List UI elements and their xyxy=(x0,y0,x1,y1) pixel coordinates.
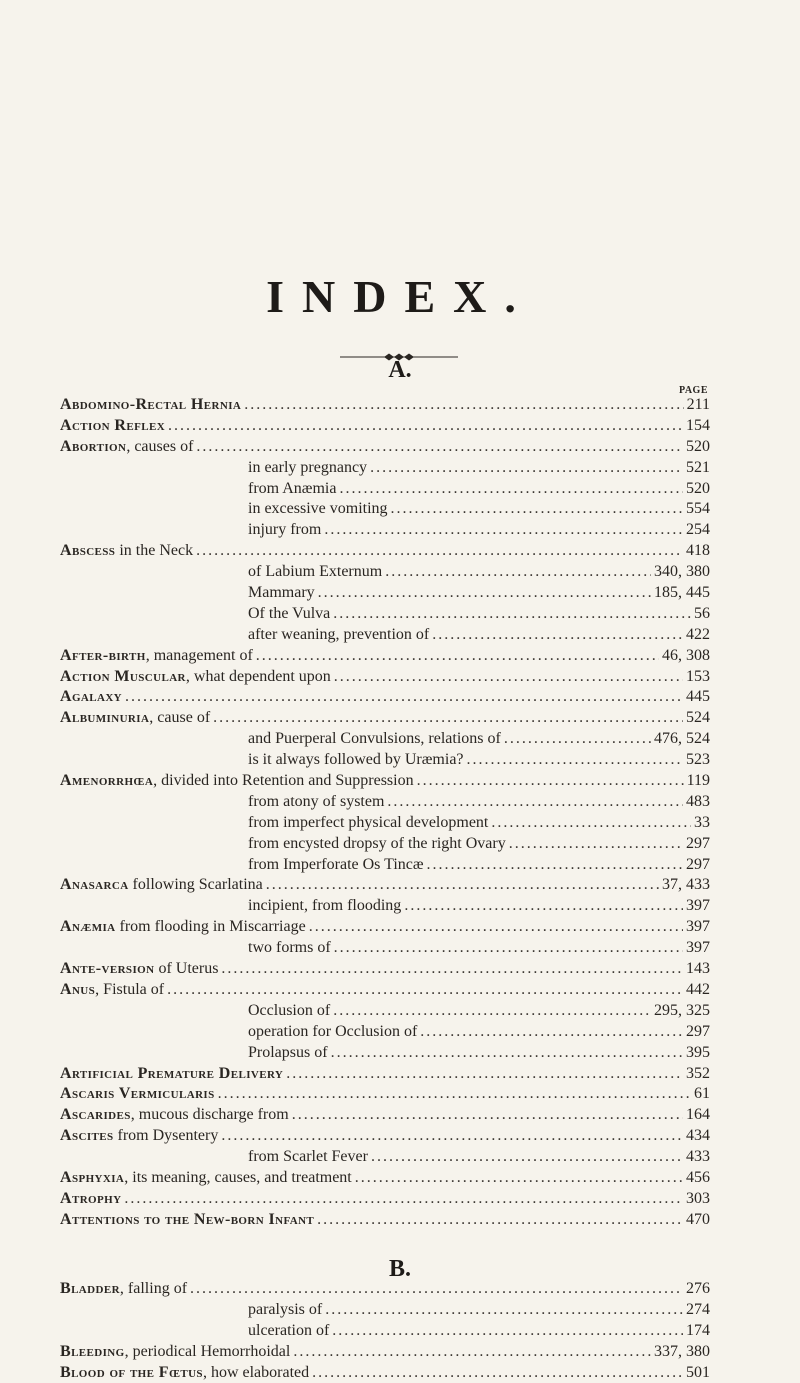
index-entry xyxy=(60,1084,710,1105)
entry-subject: in early pregnancy xyxy=(248,458,368,476)
entry-page-number: 397 xyxy=(686,897,710,915)
entry-heading: Action Muscular xyxy=(60,667,186,685)
section-letter-b: B. xyxy=(388,1256,411,1282)
entry-subject: from Imperforate Os Tincæ xyxy=(248,855,424,873)
entry-page-number: 397 xyxy=(686,939,710,957)
entry-page-number: 340, 380 xyxy=(654,563,710,581)
entry-subject: from Scarlet Fever xyxy=(248,1148,368,1166)
section-letter-a: A. xyxy=(388,357,412,383)
entry-subject: from Anæmia xyxy=(248,479,337,497)
dot-leader xyxy=(286,1064,683,1085)
index-entry xyxy=(60,520,710,541)
entry-text xyxy=(60,1126,218,1147)
dot-leader xyxy=(312,1363,683,1383)
index-entry xyxy=(60,708,710,729)
index-entry xyxy=(60,834,710,855)
entry-text xyxy=(60,1001,330,1022)
dot-leader xyxy=(334,938,683,959)
entry-page-number: 418 xyxy=(686,542,710,560)
entry-page-number: 470 xyxy=(686,1210,710,1228)
entry-text xyxy=(60,687,122,708)
entry-text xyxy=(60,1189,121,1210)
entry-subject: paralysis of xyxy=(248,1300,323,1318)
index-entry xyxy=(60,667,710,688)
dot-leader xyxy=(293,1342,651,1363)
entry-page-number: 422 xyxy=(686,625,710,643)
entry-page-number: 276 xyxy=(686,1280,710,1297)
entry-subject: , how elaborated xyxy=(202,1363,310,1381)
entry-heading: Artificial Premature Delivery xyxy=(60,1064,284,1082)
entry-subject: and Puerperal Convulsions, relations of xyxy=(248,730,501,748)
entry-text xyxy=(60,792,384,813)
index-entry xyxy=(60,604,710,625)
entry-heading: Bladder xyxy=(60,1280,120,1297)
entry-text xyxy=(60,834,506,855)
index-entry xyxy=(60,583,710,604)
entry-text xyxy=(60,750,464,771)
entry-heading: Agalaxy xyxy=(60,688,123,706)
index-entry xyxy=(60,875,710,896)
index-entry xyxy=(60,1342,710,1363)
entry-text xyxy=(60,1147,368,1168)
dot-leader xyxy=(333,1001,651,1022)
entry-text xyxy=(60,541,193,562)
entry-subject: Mammary xyxy=(248,584,315,602)
index-entry xyxy=(60,1210,710,1231)
entry-subject: following Scarlatina xyxy=(128,876,263,894)
entry-subject: after weaning, prevention of xyxy=(248,625,430,643)
entry-page-number: 303 xyxy=(686,1189,710,1207)
dot-leader xyxy=(292,1105,683,1126)
entry-text xyxy=(60,562,382,583)
index-entry xyxy=(60,1105,710,1126)
dot-leader xyxy=(370,458,683,479)
entry-heading: Amenorrhœa xyxy=(60,772,154,790)
entry-page-number: 445 xyxy=(686,688,710,706)
entry-heading: Ascites xyxy=(60,1127,114,1145)
entry-text xyxy=(60,855,424,876)
entry-page-number: 395 xyxy=(686,1043,710,1061)
entry-page-number: 524 xyxy=(686,709,710,727)
index-entry xyxy=(60,416,710,437)
entry-text xyxy=(60,1342,290,1363)
dot-leader xyxy=(218,1084,691,1105)
dot-leader xyxy=(190,1279,683,1300)
index-entry xyxy=(60,1279,710,1300)
dot-leader xyxy=(309,917,683,938)
entry-text xyxy=(60,1168,352,1189)
entry-heading: After-birth xyxy=(60,646,146,664)
dot-leader xyxy=(387,792,683,813)
entry-page-number: 456 xyxy=(686,1168,710,1186)
index-entry xyxy=(60,1168,710,1189)
entry-page-number: 174 xyxy=(686,1321,710,1339)
index-entry xyxy=(60,980,710,1001)
index-entry xyxy=(60,896,710,917)
dot-leader xyxy=(432,625,683,646)
dot-leader xyxy=(420,1022,683,1043)
dot-leader xyxy=(355,1168,683,1189)
dot-leader xyxy=(331,1043,683,1064)
entry-subject: Prolapsus of xyxy=(248,1043,328,1061)
entry-text xyxy=(60,1043,328,1064)
entry-page-number: 501 xyxy=(686,1363,710,1381)
entry-subject: , falling of xyxy=(119,1280,188,1297)
index-entry xyxy=(60,1022,710,1043)
entry-subject: of Labium Externum xyxy=(248,563,383,581)
entry-text xyxy=(60,813,488,834)
entry-page-number: 56 xyxy=(694,604,710,622)
section-b-entries xyxy=(60,1279,710,1383)
index-entry xyxy=(60,625,710,646)
entry-heading: Abortion xyxy=(60,437,127,455)
dot-leader xyxy=(333,604,691,625)
entry-heading: Anæmia xyxy=(60,918,116,936)
entry-text xyxy=(60,479,336,500)
entry-subject: , causes of xyxy=(126,437,194,455)
dot-leader xyxy=(256,646,659,667)
entry-page-number: 46, 308 xyxy=(662,646,710,664)
entry-text xyxy=(60,583,315,604)
index-entry xyxy=(60,855,710,876)
entry-text xyxy=(60,708,210,729)
entry-subject: in excessive vomiting xyxy=(248,500,388,518)
dot-leader xyxy=(196,541,683,562)
section-a-entries xyxy=(60,395,710,1231)
entry-text xyxy=(60,646,253,667)
page-column-label: PAGE xyxy=(678,385,708,396)
entry-text xyxy=(60,959,218,980)
entry-subject: from flooding in Miscarriage xyxy=(115,918,306,936)
dot-leader xyxy=(221,959,683,980)
index-entry xyxy=(60,1064,710,1085)
index-entry xyxy=(60,479,710,500)
dot-leader xyxy=(317,1210,683,1231)
entry-heading: Ascarides xyxy=(60,1106,131,1124)
dot-leader xyxy=(325,1300,683,1321)
entry-text xyxy=(60,1084,215,1105)
entry-subject: Of the Vulva xyxy=(248,604,331,622)
dot-leader xyxy=(168,416,683,437)
dot-leader xyxy=(404,896,683,917)
index-entry xyxy=(60,771,710,792)
entry-subject: , divided into Retention and Suppression xyxy=(153,772,414,790)
entry-page-number: 442 xyxy=(686,980,710,998)
dot-leader xyxy=(318,583,651,604)
dot-leader xyxy=(125,687,683,708)
entry-heading: Anus xyxy=(60,980,96,998)
index-entry xyxy=(60,499,710,520)
entry-page-number: 295, 325 xyxy=(654,1001,710,1019)
entry-text xyxy=(60,1321,329,1342)
entry-text xyxy=(60,499,388,520)
entry-text xyxy=(60,1022,417,1043)
entry-text xyxy=(60,917,306,938)
index-entry xyxy=(60,1363,710,1383)
entry-text xyxy=(60,625,429,646)
dot-leader xyxy=(509,834,683,855)
entry-heading: Ante-version xyxy=(60,960,155,978)
entry-heading: Ascaris Vermicularis xyxy=(60,1085,215,1103)
entry-page-number: 297 xyxy=(686,855,710,873)
entry-text xyxy=(60,729,501,750)
entry-text xyxy=(60,1105,289,1126)
entry-text xyxy=(60,938,331,959)
entry-text xyxy=(60,416,165,437)
entry-page-number: 154 xyxy=(686,416,710,434)
dot-leader xyxy=(504,729,651,750)
entry-page-number: 297 xyxy=(686,834,710,852)
dot-leader xyxy=(324,520,683,541)
entry-heading: Action Reflex xyxy=(60,416,166,434)
entry-heading: Atrophy xyxy=(60,1189,122,1207)
entry-subject: injury from xyxy=(248,521,322,539)
dot-leader xyxy=(332,1321,683,1342)
entry-page-number: 397 xyxy=(686,918,710,936)
index-entry xyxy=(60,938,710,959)
entry-text xyxy=(60,667,331,688)
index-entry xyxy=(60,1147,710,1168)
entry-page-number: 434 xyxy=(686,1127,710,1145)
entry-subject: , what dependent upon xyxy=(185,667,331,685)
entry-text xyxy=(60,771,414,792)
entry-subject: from atony of system xyxy=(248,792,385,810)
index-entry xyxy=(60,1001,710,1022)
entry-page-number: 185, 445 xyxy=(654,584,710,602)
dot-leader xyxy=(385,562,651,583)
dot-leader xyxy=(244,395,683,416)
dot-leader xyxy=(266,875,659,896)
dot-leader xyxy=(391,499,683,520)
entry-text xyxy=(60,458,367,479)
dot-leader xyxy=(213,708,683,729)
entry-text xyxy=(60,1064,283,1085)
index-entry xyxy=(60,562,710,583)
entry-subject: , mucous discharge from xyxy=(130,1106,289,1124)
entry-subject: is it always followed by Uræmia? xyxy=(248,751,464,769)
entry-text xyxy=(60,980,164,1001)
entry-page-number: 143 xyxy=(686,960,710,978)
entry-heading: Albuminuria xyxy=(60,709,150,727)
dot-leader xyxy=(491,813,691,834)
entry-subject: from encysted dropsy of the right Ovary xyxy=(248,834,506,852)
entry-text xyxy=(60,437,193,458)
entry-subject: two forms of xyxy=(248,939,331,957)
entry-page-number: 164 xyxy=(686,1106,710,1124)
entry-page-number: 483 xyxy=(686,792,710,810)
entry-page-number: 153 xyxy=(686,667,710,685)
entry-text xyxy=(60,604,330,625)
index-entry xyxy=(60,750,710,771)
index-entry xyxy=(60,1300,710,1321)
entry-heading: Anasarca xyxy=(60,876,129,894)
entry-heading: Asphyxia xyxy=(60,1168,125,1186)
index-entry xyxy=(60,437,710,458)
entry-subject: , its meaning, causes, and treatment xyxy=(124,1168,352,1186)
index-entry xyxy=(60,1321,710,1342)
entry-subject: ulceration of xyxy=(248,1321,330,1339)
entry-subject: from imperfect physical development xyxy=(248,813,489,831)
index-entry xyxy=(60,458,710,479)
entry-page-number: 521 xyxy=(686,458,710,476)
entry-page-number: 476, 524 xyxy=(654,730,710,748)
dot-leader xyxy=(417,771,684,792)
entry-page-number: 352 xyxy=(686,1064,710,1082)
index-entry xyxy=(60,1126,710,1147)
dot-leader xyxy=(334,667,683,688)
index-entry xyxy=(60,729,710,750)
entry-text xyxy=(60,1363,309,1383)
entry-subject: , periodical Hemorrhoidal xyxy=(124,1342,291,1360)
index-entry xyxy=(60,959,710,980)
entry-page-number: 433 xyxy=(686,1148,710,1166)
entry-text xyxy=(60,520,321,541)
entry-page-number: 554 xyxy=(686,500,710,518)
entry-page-number: 33 xyxy=(694,813,710,831)
entry-text xyxy=(60,1279,187,1300)
entry-heading: Bleeding xyxy=(60,1342,125,1360)
entry-page-number: 274 xyxy=(686,1300,710,1318)
entry-page-number: 61 xyxy=(694,1085,710,1103)
entry-page-number: 520 xyxy=(686,437,710,455)
index-entry xyxy=(60,646,710,667)
entry-page-number: 297 xyxy=(686,1022,710,1040)
entry-subject: , management of xyxy=(145,646,253,664)
entry-page-number: 211 xyxy=(686,396,710,413)
entry-heading: Attentions to the New-born Infant xyxy=(60,1210,315,1228)
index-entry xyxy=(60,792,710,813)
entry-page-number: 119 xyxy=(686,772,710,790)
entry-heading: Abscess xyxy=(60,542,116,560)
entry-page-number: 254 xyxy=(686,521,710,539)
dot-leader xyxy=(467,750,683,771)
entry-subject: in the Neck xyxy=(115,542,194,560)
dot-leader xyxy=(221,1126,683,1147)
entry-subject: , cause of xyxy=(149,709,211,727)
dot-leader xyxy=(124,1189,683,1210)
entry-subject: Occlusion of xyxy=(248,1001,331,1019)
index-entry xyxy=(60,541,710,562)
index-entry xyxy=(60,917,710,938)
entry-page-number: 523 xyxy=(686,751,710,769)
entry-subject: of Uterus xyxy=(154,960,219,978)
index-entry xyxy=(60,1189,710,1210)
entry-page-number: 37, 433 xyxy=(662,876,710,894)
entry-page-number: 520 xyxy=(686,479,710,497)
entry-text xyxy=(60,1210,314,1231)
entry-text xyxy=(60,875,263,896)
index-entry xyxy=(60,395,710,416)
entry-subject: operation for Occlusion of xyxy=(248,1022,418,1040)
page-title: INDEX. xyxy=(266,271,534,322)
dot-leader xyxy=(167,980,683,1001)
dot-leader xyxy=(339,479,683,500)
index-entry xyxy=(60,1043,710,1064)
entry-heading: Blood of the Fœtus xyxy=(60,1363,203,1381)
index-entry xyxy=(60,813,710,834)
entry-text xyxy=(60,896,401,917)
entry-subject: , Fistula of xyxy=(95,980,165,998)
entry-text xyxy=(60,1300,322,1321)
dot-leader xyxy=(427,855,683,876)
entry-text xyxy=(60,395,241,416)
dot-leader xyxy=(371,1147,683,1168)
entry-heading: Abdomino-Rectal Hernia xyxy=(60,396,242,413)
index-entry xyxy=(60,687,710,708)
dot-leader xyxy=(196,437,683,458)
entry-page-number: 337, 380 xyxy=(654,1342,710,1360)
entry-subject: incipient, from flooding xyxy=(248,897,402,915)
entry-subject: from Dysentery xyxy=(113,1127,219,1145)
